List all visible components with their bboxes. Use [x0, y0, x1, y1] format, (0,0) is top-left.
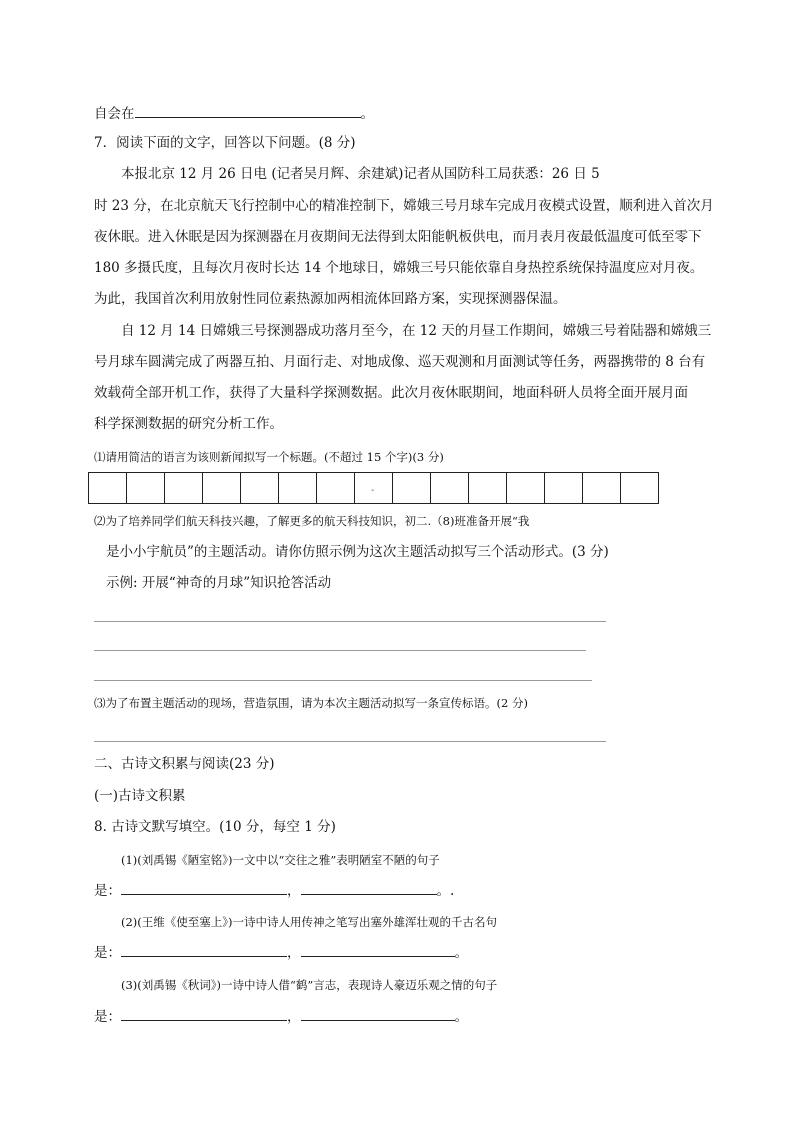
q7-p1-line: 为此，我国首次利用放射性同位素热源加两相流体回路方案，实现探测器保温。	[94, 291, 567, 307]
grid-cell[interactable]	[317, 473, 355, 503]
q6-blank[interactable]	[135, 103, 361, 118]
grid-cell[interactable]	[165, 473, 203, 503]
end-mark: 。	[454, 945, 468, 961]
separator: ，	[287, 883, 301, 899]
q8-answer-row	[94, 1006, 468, 1027]
grid-mark: -	[371, 485, 375, 496]
q7-sub2-example: 示例: 开展“神奇的月球”知识抢答活动	[106, 575, 332, 591]
answer-line[interactable]	[94, 680, 592, 681]
fill-blank[interactable]	[301, 942, 455, 957]
grid-cell[interactable]	[89, 473, 127, 503]
q7-p2-line: 科学探测数据的研究分析工作。	[94, 416, 283, 432]
grid-cell[interactable]	[469, 473, 507, 503]
separator: ，	[287, 945, 301, 961]
q7-p2-line: 自 12 月 14 日嫦娥三号探测器成功落月至今，在 12 天的月昼工作期间，嫦娥三号着陆器和嫦娥三	[121, 323, 712, 339]
q8-answer-row	[94, 880, 454, 901]
grid-cell[interactable]	[127, 473, 165, 503]
answer-line[interactable]	[94, 621, 606, 622]
q7-p1-line: 本报北京 12 月 26 日电 (记者吴月辉、余建斌)记者从国防科工局获悉：26 日 5	[121, 166, 600, 182]
grid-cell[interactable]	[545, 473, 583, 503]
grid-cell[interactable]	[507, 473, 545, 503]
q8-answer-row	[94, 942, 468, 963]
separator: ，	[287, 1009, 301, 1025]
q7-sub3: ⑶为了布置主题活动的现场，营造氛围，请为本次主题活动拟写一条宣传标语。(2 分)	[94, 696, 528, 710]
q8-title: 8. 古诗文默写填空。(10 分，每空 1 分)	[94, 819, 336, 835]
grid-cell[interactable]	[431, 473, 469, 503]
grid-cell[interactable]	[393, 473, 431, 503]
q8-prompt: (3)(刘禹锡《秋词》)一诗中诗人借“鹤”言志，表现诗人豪迈乐观之情的句子	[121, 978, 498, 992]
q7-p2-line: 效载荷全部开机工作，获得了大量科学探测数据。此次月夜休眠期间，地面科研人员将全面开展月面	[94, 385, 688, 401]
answer-line[interactable]	[94, 741, 606, 742]
q7-p1-line: 夜休眠。进入休眠是因为探测器在月夜期间无法得到太阳能帆板供电，而月表月夜最低温度可低至零下	[94, 229, 702, 245]
title-answer-grid	[88, 472, 659, 504]
grid-cell[interactable]	[583, 473, 621, 503]
q6-suffix: 。	[360, 106, 374, 122]
q6-prefix: 自会在	[94, 106, 135, 122]
end-mark: 。.	[436, 883, 455, 899]
q7-p1-line: 180 多摄氏度，且每次月夜时长达 14 个地球日，嫦娥三号只能依靠自身热控系统保持温度应对月夜。	[94, 260, 704, 276]
grid-cell[interactable]	[621, 473, 658, 503]
grid-cell[interactable]	[355, 473, 393, 503]
grid-cell[interactable]	[241, 473, 279, 503]
grid-cell[interactable]	[203, 473, 241, 503]
q7-p1-line: 时 23 分，在北京航天飞行控制中心的精准控制下，嫦娥三号月球车完成月夜模式设置，顺利进入首次月	[94, 198, 714, 214]
grid-cell[interactable]	[279, 473, 317, 503]
answer-lead: 是：	[94, 945, 121, 961]
fill-blank[interactable]	[121, 942, 287, 957]
answer-lead: 是：	[94, 883, 121, 899]
fill-blank[interactable]	[301, 880, 437, 895]
answer-line[interactable]	[94, 650, 586, 651]
end-mark: 。	[454, 1009, 468, 1025]
q7-sub1: ⑴请用简洁的语言为该则新闻拟写一个标题。(不超过 15 个字)(3 分)	[94, 450, 444, 464]
q8-prompt: (1)(刘禹锡《陋室铭》)一文中以“交往之雅”表明陋室不陋的句子	[121, 853, 440, 867]
section2-subtitle: (一)古诗文积累	[94, 788, 186, 804]
q7-p2-line: 号月球车圆满完成了两器互拍、月面行走、对地成像、巡天观测和月面测试等任务，两器携带的 8 台有	[94, 354, 706, 370]
fill-blank[interactable]	[121, 880, 287, 895]
q6-answer-line	[94, 103, 374, 124]
q8-prompt: (2)(王维《使至塞上》)一诗中诗人用传神之笔写出塞外雄浑壮观的千古名句	[121, 915, 498, 929]
q7-sub2-line2: 是小小宇航员”的主题活动。请你仿照示例为这次主题活动拟写三个活动形式。(3 分)	[106, 544, 609, 560]
q7-sub2-line1: ⑵为了培养同学们航天科技兴趣，了解更多的航天科技知识，初二.（8)班准备开展“我	[94, 514, 530, 528]
q7-title: 7．阅读下面的文字，回答以下问题。(8 分)	[94, 135, 356, 151]
fill-blank[interactable]	[301, 1006, 455, 1021]
answer-lead: 是：	[94, 1009, 121, 1025]
fill-blank[interactable]	[121, 1006, 287, 1021]
section2-title: 二、古诗文积累与阅读(23 分)	[94, 756, 275, 772]
